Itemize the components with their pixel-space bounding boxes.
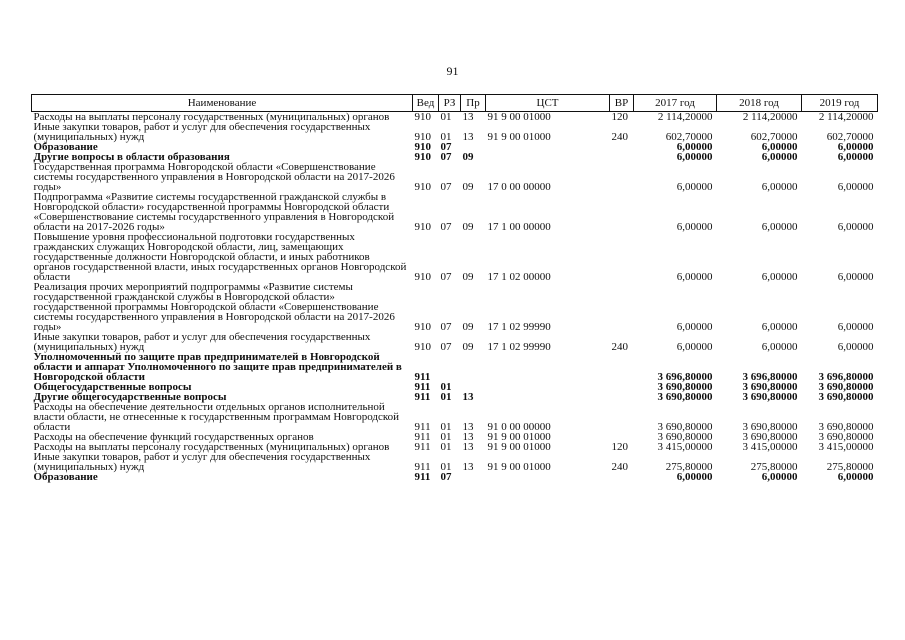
row-name-cell: Реализация прочих мероприятий подпрограммы «Развитие системы государственной гражданской службы в Новгородской области» государственной программы Новгородской области «Совершенствование системы государственного управления в Новгородской области на 2017-2026 годы» <box>33 281 395 333</box>
row-vr-cell <box>610 162 634 192</box>
row-rz-cell: 07 <box>440 341 452 353</box>
row-ved-cell: 910 <box>414 131 431 143</box>
row-2019-cell: 6,00000 <box>837 181 874 193</box>
column-header-pr: Пр <box>461 95 486 112</box>
row-ved-cell: 911 <box>414 421 431 433</box>
row-cst-cell <box>486 142 610 152</box>
row-cst-cell: 91 0 00 00000 <box>487 421 551 433</box>
row-ved-cell: 910 <box>414 151 431 163</box>
row-rz-cell: 07 <box>440 181 452 193</box>
row-rz-cell <box>439 352 461 382</box>
row-cst-cell: 17 1 00 00000 <box>487 221 551 233</box>
row-rz-cell: 07 <box>440 141 452 153</box>
row-pr-cell: 13 <box>462 441 474 453</box>
table-row <box>32 282 878 332</box>
row-vr-cell <box>610 472 634 482</box>
row-2018-cell: 6,00000 <box>761 321 798 333</box>
row-2019-cell: 602,70000 <box>826 131 874 143</box>
row-name-cell: Расходы на выплаты персоналу государственных (муниципальных) органов <box>33 441 390 453</box>
row-name-cell: Расходы на обеспечение деятельности отдельных органов исполнительной власти области, не отнесенные к государственным программам Новгородской области <box>33 401 400 433</box>
row-2019-cell: 6,00000 <box>837 151 874 163</box>
row-2018-cell: 3 690,80000 <box>742 381 798 393</box>
row-rz-cell: 07 <box>440 321 452 333</box>
row-pr-cell: 09 <box>462 151 474 163</box>
row-name-cell: Образование <box>33 141 98 153</box>
column-header-ved: Вед <box>413 95 439 112</box>
row-cst-cell <box>486 392 610 402</box>
row-name-cell: Расходы на обеспечение функций государственных органов <box>33 431 314 443</box>
row-name-cell: Иные закупки товаров, работ и услуг для обеспечения государственных (муниципальных) нужд <box>33 331 371 353</box>
row-vr-cell <box>610 352 634 382</box>
column-header-vr: ВР <box>610 95 634 112</box>
row-name-cell: Повышение уровня профессиональной подготовки государственных гражданских служащих Новгородской области, лиц, замещающих государственные должности Новгородской области, и иных работников органов государственной власти, иных государственных органов Новгородской области <box>33 231 407 283</box>
row-2018-cell: 6,00000 <box>761 151 798 163</box>
row-2017-cell: 6,00000 <box>676 151 713 163</box>
row-cst-cell <box>486 152 610 162</box>
row-name-cell: Подпрограмма «Развитие системы государственной гражданской службы в Новгородской области» государственной программы Новгородской области «Совершенствование системы государственного управления в Новгородской области на 2017-2026 годы» <box>33 191 395 233</box>
row-rz-cell: 07 <box>440 221 452 233</box>
row-2019-cell: 3 415,00000 <box>818 441 874 453</box>
row-2017-cell: 3 690,80000 <box>657 431 713 443</box>
row-2017-cell: 2 114,20000 <box>657 111 713 123</box>
row-cst-cell: 91 9 00 01000 <box>487 441 551 453</box>
row-rz-cell: 01 <box>440 431 452 443</box>
row-rz-cell: 07 <box>440 151 452 163</box>
row-rz-cell: 01 <box>440 391 452 403</box>
row-pr-cell: 13 <box>462 431 474 443</box>
row-2017-cell: 3 690,80000 <box>657 421 713 433</box>
row-2019-cell: 3 690,80000 <box>818 391 874 403</box>
row-2019-cell: 3 690,80000 <box>818 381 874 393</box>
row-name-cell: Иные закупки товаров, работ и услуг для обеспечения государственных (муниципальных) нужд <box>33 121 371 143</box>
row-2019-cell: 6,00000 <box>837 271 874 283</box>
row-vr-cell <box>610 282 634 332</box>
row-2019-cell: 6,00000 <box>837 321 874 333</box>
row-2019-cell: 275,80000 <box>826 461 874 473</box>
row-cst-cell: 91 9 00 01000 <box>487 431 551 443</box>
row-pr-cell <box>461 352 486 382</box>
row-vr-cell: 120 <box>611 441 628 453</box>
row-2018-cell: 6,00000 <box>761 471 798 483</box>
row-name-cell: Другие вопросы в области образования <box>33 151 230 163</box>
row-2017-cell: 275,80000 <box>665 461 713 473</box>
row-2017-cell: 6,00000 <box>676 471 713 483</box>
row-ved-cell: 910 <box>414 181 431 193</box>
row-rz-cell: 01 <box>440 381 452 393</box>
row-rz-cell: 01 <box>440 461 452 473</box>
column-header-rz: РЗ <box>439 95 461 112</box>
row-2017-cell: 3 415,00000 <box>657 441 713 453</box>
row-cst-cell: 91 9 00 01000 <box>487 461 551 473</box>
row-vr-cell: 240 <box>611 341 628 353</box>
row-pr-cell: 09 <box>462 221 474 233</box>
row-pr-cell: 09 <box>462 341 474 353</box>
column-header-2019: 2019 год <box>802 95 878 112</box>
row-name-cell: Расходы на выплаты персоналу государственных (муниципальных) органов <box>33 111 390 123</box>
row-ved-cell: 911 <box>414 381 431 393</box>
table-row <box>32 402 878 432</box>
row-ved-cell: 911 <box>414 441 431 453</box>
table-row <box>32 472 878 482</box>
row-vr-cell: 240 <box>611 131 628 143</box>
row-rz-cell: 07 <box>440 271 452 283</box>
row-name-cell: Государственная программа Новгородской области «Совершенствование системы государственного управления в Новгородской области на 2017-2026 годы» <box>33 161 395 193</box>
row-vr-cell <box>610 152 634 162</box>
row-ved-cell: 911 <box>414 371 431 383</box>
row-cst-cell <box>486 352 610 382</box>
row-pr-cell: 13 <box>462 421 474 433</box>
row-pr-cell: 09 <box>462 321 474 333</box>
row-2018-cell: 3 696,80000 <box>742 371 798 383</box>
row-2019-cell: 3 690,80000 <box>818 431 874 443</box>
table-body <box>32 112 878 483</box>
table-row <box>32 232 878 282</box>
row-2017-cell: 6,00000 <box>676 321 713 333</box>
table-row <box>32 162 878 192</box>
row-ved-cell: 911 <box>414 471 431 483</box>
row-2019-cell: 2 114,20000 <box>818 111 874 123</box>
row-2019-cell: 6,00000 <box>837 141 874 153</box>
row-pr-cell: 13 <box>462 111 474 123</box>
row-vr-cell <box>610 382 634 392</box>
row-ved-cell: 910 <box>414 341 431 353</box>
row-pr-cell: 09 <box>462 181 474 193</box>
row-vr-cell: 120 <box>611 111 628 123</box>
page-number: 91 <box>446 64 459 78</box>
row-2018-cell: 3 690,80000 <box>742 431 798 443</box>
row-2017-cell: 3 690,80000 <box>657 381 713 393</box>
row-ved-cell: 911 <box>414 431 431 443</box>
row-2019-cell: 6,00000 <box>837 221 874 233</box>
row-vr-cell: 240 <box>611 461 628 473</box>
table-header-row <box>32 95 878 112</box>
row-vr-cell <box>610 192 634 232</box>
table-row <box>32 192 878 232</box>
row-cst-cell: 17 1 02 99990 <box>487 321 551 333</box>
row-2017-cell: 3 690,80000 <box>657 391 713 403</box>
row-cst-cell: 17 1 02 00000 <box>487 271 551 283</box>
row-2018-cell: 3 415,00000 <box>742 441 798 453</box>
row-2019-cell: 6,00000 <box>837 471 874 483</box>
row-name-cell: Другие общегосударственные вопросы <box>33 391 227 403</box>
row-rz-cell: 01 <box>440 421 452 433</box>
table-row <box>32 352 878 382</box>
row-cst-cell: 17 0 00 00000 <box>487 181 551 193</box>
row-pr-cell: 13 <box>462 131 474 143</box>
budget-table <box>31 94 878 482</box>
row-ved-cell: 910 <box>414 141 431 153</box>
row-name-cell: Общегосударственные вопросы <box>33 381 192 393</box>
row-pr-cell: 09 <box>462 271 474 283</box>
row-2019-cell: 3 690,80000 <box>818 421 874 433</box>
row-2018-cell: 275,80000 <box>750 461 798 473</box>
row-name-cell: Иные закупки товаров, работ и услуг для обеспечения государственных (муниципальных) нужд <box>33 451 371 473</box>
row-2018-cell: 3 690,80000 <box>742 421 798 433</box>
row-rz-cell: 01 <box>440 441 452 453</box>
row-2018-cell: 6,00000 <box>761 271 798 283</box>
row-vr-cell <box>610 232 634 282</box>
row-ved-cell: 910 <box>414 271 431 283</box>
table-row <box>32 452 878 472</box>
row-2018-cell: 6,00000 <box>761 141 798 153</box>
row-ved-cell: 911 <box>414 461 431 473</box>
row-pr-cell: 13 <box>462 461 474 473</box>
row-cst-cell <box>486 382 610 392</box>
row-vr-cell <box>610 142 634 152</box>
row-name-cell: Образование <box>33 471 98 483</box>
row-rz-cell: 07 <box>440 471 452 483</box>
row-ved-cell: 910 <box>414 221 431 233</box>
column-header-2017: 2017 год <box>634 95 717 112</box>
row-rz-cell: 01 <box>440 131 452 143</box>
row-2017-cell: 6,00000 <box>676 341 713 353</box>
row-2017-cell: 6,00000 <box>676 271 713 283</box>
row-2017-cell: 602,70000 <box>665 131 713 143</box>
column-header-2018: 2018 год <box>717 95 802 112</box>
row-ved-cell: 911 <box>414 391 431 403</box>
row-2017-cell: 3 696,80000 <box>657 371 713 383</box>
row-vr-cell <box>610 402 634 432</box>
row-ved-cell: 910 <box>414 111 431 123</box>
row-2017-cell: 6,00000 <box>676 141 713 153</box>
column-header-name: Наименование <box>32 95 413 112</box>
row-2018-cell: 3 690,80000 <box>742 391 798 403</box>
row-2019-cell: 6,00000 <box>837 341 874 353</box>
row-vr-cell <box>610 392 634 402</box>
row-cst-cell: 91 9 00 01000 <box>487 111 551 123</box>
row-cst-cell: 17 1 02 99990 <box>487 341 551 353</box>
row-2017-cell: 6,00000 <box>676 181 713 193</box>
row-pr-cell <box>461 472 486 482</box>
column-header-cst: ЦСТ <box>486 95 610 112</box>
row-2017-cell: 6,00000 <box>676 221 713 233</box>
row-2018-cell: 6,00000 <box>761 221 798 233</box>
row-name-cell: Уполномоченный по защите прав предпринимателей в Новгородской области и аппарат Уполномоченного по защите прав предпринимателей в Новгородской области <box>33 351 402 383</box>
row-2018-cell: 602,70000 <box>750 131 798 143</box>
row-2018-cell: 6,00000 <box>761 341 798 353</box>
row-pr-cell: 13 <box>462 391 474 403</box>
row-2019-cell: 3 696,80000 <box>818 371 874 383</box>
row-cst-cell: 91 9 00 01000 <box>487 131 551 143</box>
row-2018-cell: 2 114,20000 <box>742 111 798 123</box>
row-rz-cell: 01 <box>440 111 452 123</box>
table-row <box>32 122 878 142</box>
table-row <box>32 332 878 352</box>
row-cst-cell <box>486 472 610 482</box>
row-2018-cell: 6,00000 <box>761 181 798 193</box>
row-ved-cell: 910 <box>414 321 431 333</box>
